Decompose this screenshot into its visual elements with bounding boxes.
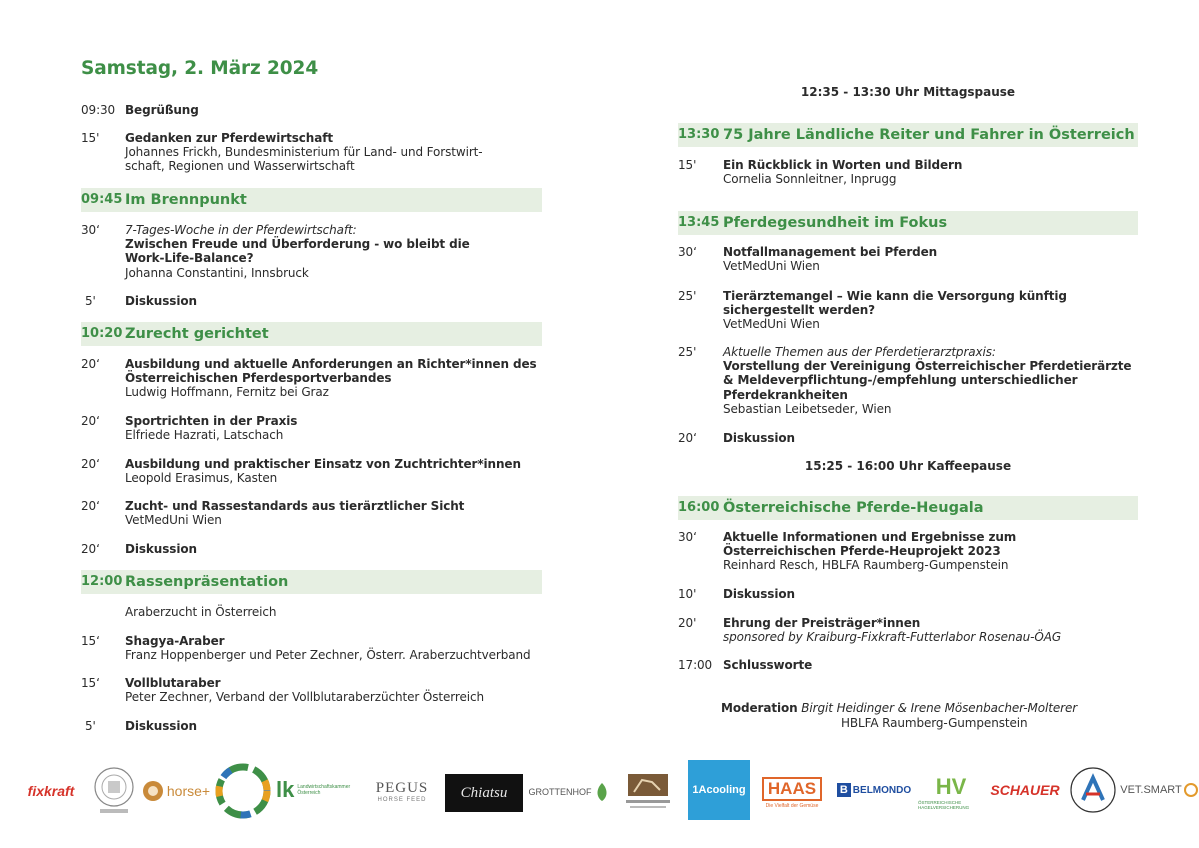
item-speaker: Elfriede Hazrati, Latschach: [125, 428, 284, 443]
chiatsu-logo: Chiatsu: [445, 774, 523, 812]
item-time: 25': [678, 289, 697, 303]
item-time: 15‘: [81, 634, 100, 648]
item-title: Diskussion: [723, 431, 795, 445]
item-title: Schlussworte: [723, 658, 813, 672]
item-speaker: Peter Zechner, Verband der Vollblutaraberzüchter Österreich: [125, 690, 484, 705]
hv-logo: HV ÖSTERREICHISCHE HAGELVERSICHERUNG: [918, 774, 970, 810]
page-title: Samstag, 2. März 2024: [81, 58, 319, 79]
item-subtitle: 7-Tages-Woche in der Pferdewirtschaft:: [125, 223, 357, 237]
section-time: 16:00: [678, 500, 720, 515]
item-title: Diskussion: [125, 719, 197, 733]
item-title: Aktuelle Informationen und Ergebnisse zum: [723, 530, 1017, 544]
item-title: Diskussion: [125, 294, 197, 308]
section-header: [81, 188, 542, 212]
section-time: 09:45: [81, 192, 123, 207]
belmondo-logo: B BELMONDO: [834, 778, 914, 802]
item-title: Ehrung der Preisträger*innen: [723, 616, 921, 630]
item-time: 20‘: [81, 457, 100, 471]
item-speaker: Johannes Frickh, Bundesministerium für Land- und Forstwirt-: [125, 145, 483, 160]
acooling-logo: 1Acooling: [688, 760, 750, 820]
section-title: 75 Jahre Ländliche Reiter und Fahrer in Österreich: [723, 127, 1135, 143]
item-subtitle: Araberzucht in Österreich: [125, 605, 277, 619]
item-time: 20‘: [81, 357, 100, 371]
item-time: 17:00: [678, 658, 713, 672]
item-speaker: VetMedUni Wien: [125, 513, 222, 528]
item-time: 15': [678, 158, 697, 172]
item-time: 20': [678, 616, 697, 630]
item-time: 25': [678, 345, 697, 359]
item-title: Österreichischen Pferde-Heuprojekt 2023: [723, 544, 1001, 559]
moderation-org: HBLFA Raumberg-Gumpenstein: [841, 716, 1028, 730]
section-time: 12:00: [81, 574, 123, 589]
section-time: 13:30: [678, 127, 720, 142]
section-title: Im Brennpunkt: [125, 192, 247, 208]
item-time: 30‘: [678, 245, 697, 259]
section-header: [81, 322, 542, 346]
item-body: [723, 158, 1143, 186]
item-body: [723, 289, 1143, 332]
item-title: & Meldeverpflichtung-/empfehlung unterschiedlicher: [723, 373, 1078, 388]
item-time: 5': [85, 719, 96, 733]
fixkraft-logo: fixkraft: [27, 783, 75, 799]
item-speaker: schaft, Regionen und Wasserwirtschaft: [125, 159, 355, 174]
item-speaker: Reinhard Resch, HBLFA Raumberg-Gumpenstein: [723, 558, 1009, 573]
item-title: Österreichischen Pferdesportverbandes: [125, 371, 392, 386]
item-subtitle: Aktuelle Themen aus der Pferdetierarztpraxis:: [723, 345, 996, 359]
moderation-names: Birgit Heidinger & Irene Mösenbacher-Molterer: [801, 701, 1078, 715]
item-body: [125, 414, 545, 442]
section-title: Österreichische Pferde-Heugala: [723, 500, 984, 516]
item-title: Tierärztemangel – Wie kann die Versorgung künftig: [723, 289, 1067, 303]
item-title: Shagya-Araber: [125, 634, 225, 648]
item-speaker: VetMedUni Wien: [723, 317, 820, 332]
item-title: Work-Life-Balance?: [125, 251, 254, 266]
item-body: [723, 245, 1143, 273]
item-body: [723, 616, 1143, 644]
item-time: 20‘: [81, 499, 100, 513]
moderation-label: Moderation: [721, 701, 798, 715]
item-time: 15': [81, 131, 100, 145]
section-title: Rassenpräsentation: [125, 574, 289, 590]
horse-club-logo: [622, 770, 674, 814]
seal-logo: [92, 765, 136, 817]
item-time: 5': [85, 294, 96, 308]
item-title: Notfallmanagement bei Pferden: [723, 245, 938, 259]
item-time: 20‘: [81, 414, 100, 428]
item-time: 20‘: [81, 542, 100, 556]
item-time: 30‘: [678, 530, 697, 544]
schauer-logo: SCHAUER: [990, 782, 1060, 798]
item-title: Zucht- und Rassestandards aus tierärztlicher Sicht: [125, 499, 465, 513]
item-speaker: Leopold Erasimus, Kasten: [125, 471, 278, 486]
item-body: [125, 357, 545, 400]
item-time: 20‘: [678, 431, 697, 445]
lk-logo: lk Landwirtschaftskammer Österreich: [276, 777, 351, 802]
pegus-logo: PEGUS HORSE FEED: [375, 779, 429, 803]
item-time: 10': [678, 587, 697, 601]
grottenhof-logo: GROTTENHOF: [528, 772, 610, 812]
item-title: Zwischen Freude und Überforderung - wo bleibt die: [125, 237, 470, 252]
item-title: Ausbildung und aktuelle Anforderungen an Richter*innen des: [125, 357, 537, 371]
item-speaker: Johanna Constantini, Innsbruck: [125, 265, 309, 280]
item-speaker: Franz Hoppenberger und Peter Zechner, Österr. Araberzuchtverband: [125, 648, 531, 663]
item-body: [125, 634, 565, 662]
item-speaker: Ludwig Hoffmann, Fernitz bei Graz: [125, 385, 329, 400]
section-header: [81, 570, 542, 594]
item-title: Vorstellung der Vereinigung Österreichischer Pferdetierärzte: [723, 359, 1132, 374]
item-title: Sportrichten in der Praxis: [125, 414, 298, 428]
item-body: [125, 499, 545, 527]
item-title: Ein Rückblick in Worten und Bildern: [723, 158, 963, 172]
item-speaker: VetMedUni Wien: [723, 259, 820, 274]
section-time: 13:45: [678, 215, 720, 230]
item-time: 15‘: [81, 676, 100, 690]
item-body: [125, 131, 545, 174]
item-title: Pferdekrankheiten: [723, 387, 848, 402]
item-title: Diskussion: [125, 542, 197, 556]
item-body: [723, 345, 1143, 416]
badge-logo: [1068, 764, 1118, 820]
lunch-break: 12:35 - 13:30 Uhr Mittagspause: [800, 85, 1016, 99]
coffee-break: 15:25 - 16:00 Uhr Kaffeepause: [804, 459, 1012, 473]
item-speaker: Cornelia Sonnleitner, Inprugg: [723, 172, 897, 187]
item-time: 09:30: [81, 103, 116, 117]
item-body: [125, 223, 545, 280]
item-body: [723, 530, 1143, 573]
item-body: [125, 457, 545, 485]
item-speaker: Sebastian Leibetseder, Wien: [723, 401, 892, 416]
item-sponsor: sponsored by Kraiburg-Fixkraft-Futterlabor Rosenau-ÖAG: [723, 630, 1062, 645]
item-title: Diskussion: [723, 587, 795, 601]
haas-logo: HAAS Die Vielfalt der Gemüse: [756, 772, 828, 814]
item-title: Ausbildung und praktischer Einsatz von Zuchtrichter*innen: [125, 457, 521, 471]
sponsor-logos: [0, 750, 1199, 845]
vetsmart-logo: VET.SMART: [1120, 778, 1198, 802]
moderation: [721, 701, 1141, 715]
item-time: 30‘: [81, 223, 100, 237]
item-title: Vollblutaraber: [125, 676, 221, 690]
section-title: Pferdegesundheit im Fokus: [723, 215, 948, 231]
horse-plus-logo: horse+: [140, 778, 212, 804]
item-title: Begrüßung: [125, 103, 199, 117]
section-title: Zurecht gerichtet: [125, 326, 269, 342]
section-header: [678, 123, 1138, 147]
ring-logo: [214, 762, 272, 820]
section-header: [678, 211, 1138, 235]
section-header: [678, 496, 1138, 520]
item-title: Gedanken zur Pferdewirtschaft: [125, 131, 333, 145]
section-time: 10:20: [81, 326, 123, 341]
item-body: [125, 676, 545, 704]
item-title: sichergestellt werden?: [723, 303, 876, 318]
